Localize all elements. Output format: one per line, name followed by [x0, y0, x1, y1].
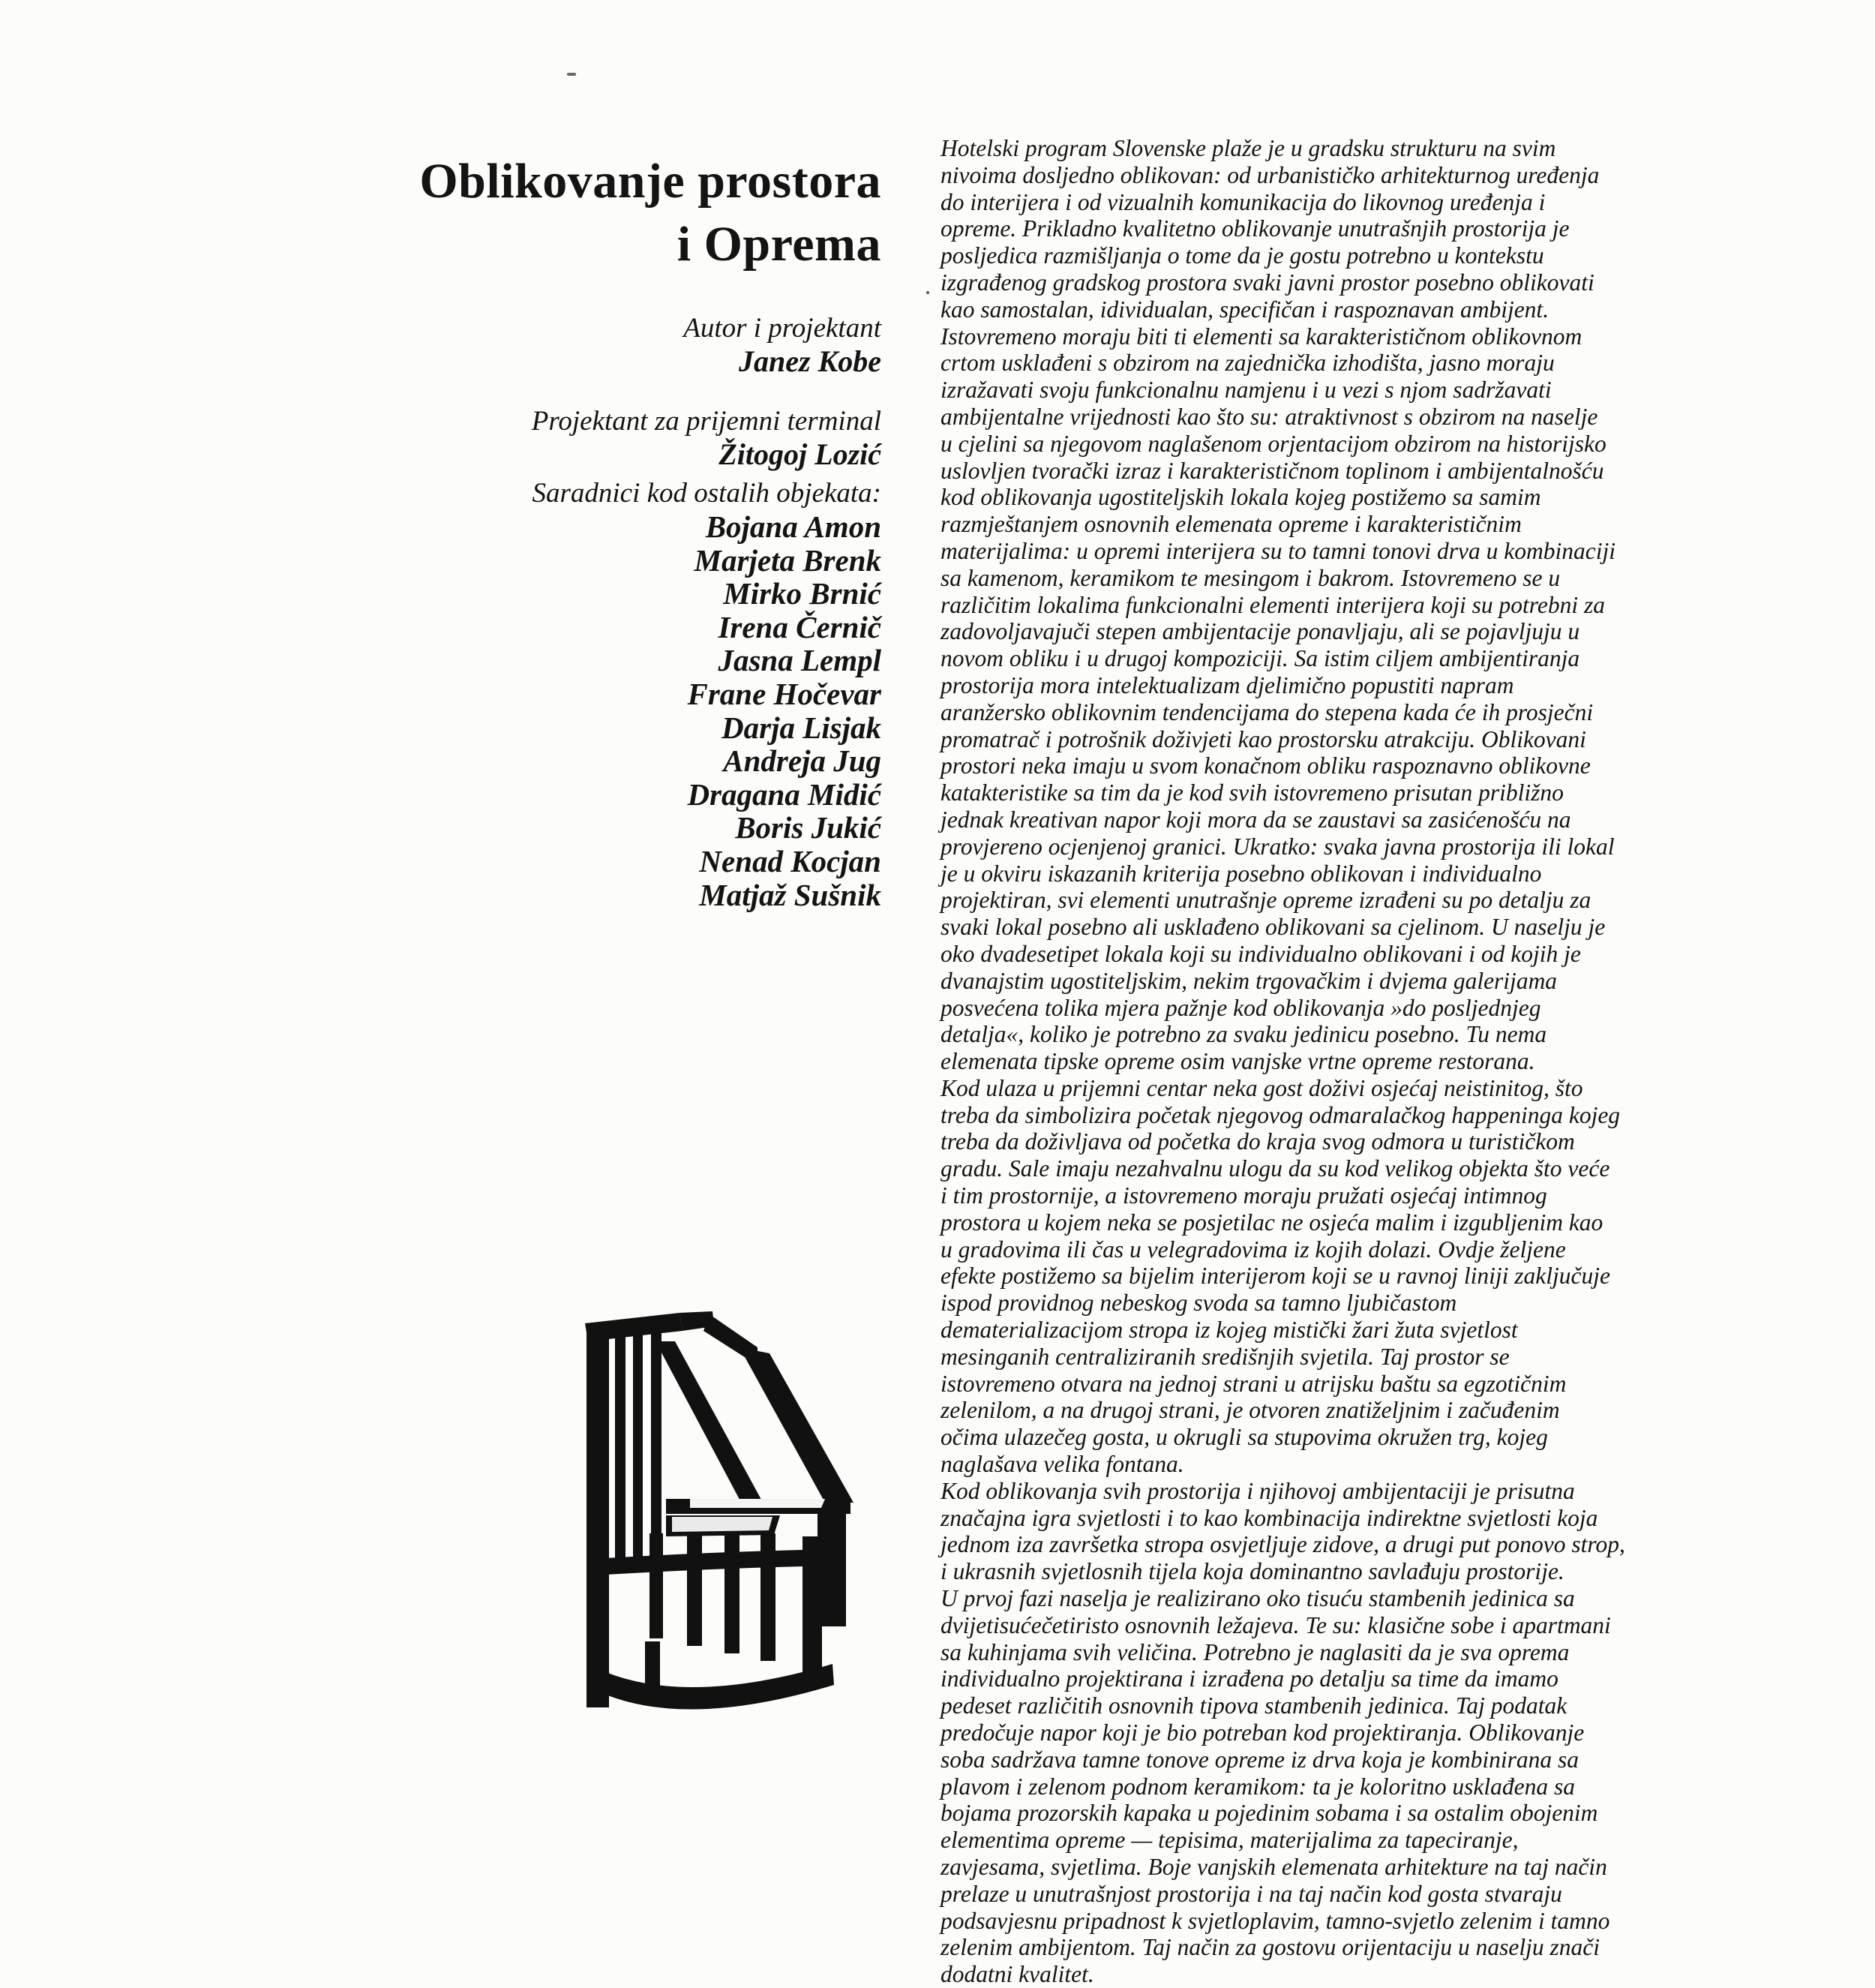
body-line: značajna igra svjetlosti i to kao kombinacija indirektne svjetlosti koja — [940, 1504, 1598, 1531]
body-line: zavjesama, svjetlima. Boje vanjskih elemenata arhitekture na taj način — [940, 1854, 1607, 1880]
body-line: dematerializacijom stropa iz kojeg mistički žari žuta svjetlost — [940, 1317, 1518, 1344]
collaborator-name: Boris Jukić — [735, 810, 881, 845]
body-line: posvećena tolika mjera pažnje kod oblikovanja »do posljednjeg — [940, 994, 1541, 1021]
body-line: elementima opreme — tepisima, materijalima za tapeciranje, — [940, 1827, 1519, 1854]
collaborators-role: Saradnici kod ostalih objekata: — [532, 478, 881, 509]
body-line: uslovljen tvorački izraz i karakterističnom toplinom i ambijentalnošću — [940, 457, 1604, 484]
collaborators-credit — [315, 477, 881, 911]
body-line: svaki lokal posebno ali usklađeno oblikovani sa cjelinom. U naselju je — [940, 914, 1606, 941]
body-line: dvanajstim ugostiteljskim, nekim trgovačkim i dvjema galerijama — [940, 967, 1558, 994]
body-line: detalja«, koliko je potrebno za svaku jedinicu posebno. Tu nema — [940, 1021, 1547, 1048]
body-line: opreme. Prikladno kvalitetno oblikovanje unutrašnjih prostorija je — [940, 215, 1570, 242]
body-line: pedeset različitih osnovnih tipova stambenih jedinica. Taj podatak — [940, 1692, 1568, 1719]
body-line: zelenilom, a na drugoj strani, je otvoren znatiželjnim i začuđenim — [940, 1397, 1560, 1424]
body-line: efekte postižemo sa bijelim interijerom koji se u ravnoj liniji zaključuje — [940, 1263, 1610, 1290]
terminal-name: Žitogoj Lozić — [718, 437, 881, 471]
terminal-role: Projektant za prijemni terminal — [531, 406, 881, 437]
body-line: naglašava velika fontana. — [940, 1451, 1184, 1478]
body-line: treba da doživljava od početka do kraja svog odmora u turističkom — [940, 1128, 1575, 1155]
body-line: individualno projektirana i izrađena po detalju sa time da imamo — [940, 1665, 1558, 1692]
body-line: podsavjesnu pripadnost k svjetloplavim, tamno-svjetlo zelenim i tamno — [940, 1907, 1610, 1934]
body-line: ispod providnog nebeskog svoda sa tamno ljubičastom — [940, 1290, 1457, 1317]
body-line: materijalima: u opremi interijera su to tamni tonovi drva u kombinaciji — [940, 537, 1616, 564]
print-speck — [567, 73, 576, 76]
body-line: jednom iza završetka stropa osvjetljuje zidove, a drugi put ponovo strop, — [940, 1531, 1625, 1558]
collaborator-name: Marjeta Brenk — [694, 542, 881, 578]
article-body — [940, 135, 1728, 1988]
body-line: gradu. Sale imaju nezahvalnu ulogu da su kod velikog objekta što veće — [940, 1155, 1610, 1182]
body-line: predočuje napor koji je bio potreban kod projektiranja. Oblikovanje — [940, 1719, 1585, 1746]
body-line: do interijera i od vizualnih komunikacija do likovnog uređenja i — [940, 188, 1546, 215]
chair-illustration — [578, 1311, 870, 1724]
body-line: jednak kreativan napor koji mora da se zaustavi sa zasićenošću na — [940, 806, 1571, 833]
author-role: Autor i projektant — [683, 313, 881, 344]
body-line: U prvoj fazi naselja je realizirano oko tisuću stambenih jedinica sa — [940, 1585, 1575, 1612]
collaborator-name: Dragana Midić — [687, 776, 881, 812]
collaborator-name: Mirko Brnić — [723, 576, 881, 611]
body-line: dodatni kvalitet. — [940, 1961, 1094, 1988]
title-line: i Oprema — [676, 217, 881, 272]
body-line: izražavati svoju funkcionalnu namjenu i u vezi s njom sadržavati — [940, 377, 1552, 404]
collaborators-list — [315, 510, 881, 911]
author-credit — [315, 312, 881, 378]
body-line: aranžersko oblikovnim tendencijama do stepena kada će ih prosječni — [940, 698, 1594, 725]
body-line: nivoima dosljedno oblikovan: od urbanističko arhitekturnog uređenja — [940, 161, 1600, 188]
body-line: provjereno ocjenjenoj granici. Ukratko: svaka javna prostorija ili lokal — [940, 833, 1615, 860]
body-line: Kod ulaza u prijemni centar neka gost doživi osjećaj neistinitog, što — [940, 1074, 1583, 1101]
body-line: oko dvadesetipet lokala koji su individualno oblikovani i od kojih je — [940, 940, 1581, 967]
page-title — [315, 150, 881, 276]
body-line: projektiran, svi elementi unutrašnje opreme izrađeni su po detalju za — [940, 887, 1592, 914]
body-line: u cjelini sa njegovom naglašenom orjentacijom obzirom na historijsko — [940, 430, 1606, 457]
body-line: kod oblikovanja ugostiteljskih lokala kojeg postižemo sa samim — [940, 484, 1541, 511]
body-line: Istovremeno moraju biti ti elementi sa karakterističnom oblikovnom — [940, 323, 1582, 350]
body-line: kao samostalan, idividualan, specifičan i raspoznavan ambijent. — [940, 296, 1550, 323]
body-line: mesinganih centraliziranih središnjih svjetila. Taj prostor se — [940, 1343, 1510, 1370]
body-line: promatrač i potrošnik doživjeti kao prostorsku atrakciju. Oblikovani — [940, 725, 1586, 752]
body-line: plavom i zelenom podnom keramikom: ta je koloritno usklađena sa — [940, 1773, 1575, 1800]
body-line: i ukrasnih svjetlosnih tijela koja dominantno savlađuju prostorije. — [940, 1558, 1564, 1585]
body-line: elemenata tipske opreme osim vanjske vrtne opreme restorana. — [940, 1048, 1535, 1075]
body-line: očima ulazečeg gosta, u okrugli sa stupovima okružen trg, kojeg — [940, 1424, 1548, 1451]
body-line: Kod oblikovanja svih prostorija i njihovoj ambijentaciji je prisutna — [940, 1477, 1575, 1504]
collaborator-name: Frane Hočevar — [687, 676, 881, 711]
body-line: različitim lokalima funkcionalni elementi interijera koji su potrebni za — [940, 591, 1605, 618]
chair-photo — [578, 1311, 870, 1724]
author-name: Janez Kobe — [739, 344, 881, 378]
body-line: ambijentalne vrijednosti kao što su: atraktivnost s obzirom na naselje — [940, 403, 1598, 430]
collaborator-name: Bojana Amon — [705, 509, 881, 544]
body-line: soba sadržava tamne tonove opreme iz drva koja je kombinirana sa — [940, 1746, 1579, 1773]
body-line: crtom usklađeni s obzirom na zajednička izhodišta, jasno moraju — [940, 350, 1555, 377]
body-line: sa kamenom, keramikom te mesingom i bakrom. Istovremeno se u — [940, 564, 1561, 591]
body-line: bojama prozorskih kapaka u pojedinim sobama i sa ostalim obojenim — [940, 1800, 1598, 1827]
body-line: prostorija mora intelektualizam djelimično popustiti napram — [940, 671, 1514, 698]
body-line: prostora u kojem neka se posjetilac ne osjeća malim i izgubljenim kao — [940, 1209, 1604, 1236]
body-line: izgrađenog gradskog prostora svaki javni prostor posebno oblikovati — [940, 269, 1594, 296]
collaborator-name: Darja Lisjak — [722, 710, 881, 745]
print-speck — [926, 291, 929, 294]
terminal-credit — [315, 405, 881, 471]
body-line: prelaze u unutrašnjost prostorija i na taj način kod gosta stvaraju — [940, 1880, 1562, 1907]
collaborator-name: Matjaž Sušnik — [699, 877, 881, 912]
body-line: u gradovima ili čas u velegradovima iz kojih dolazi. Ovdje željene — [940, 1236, 1566, 1263]
body-line: zelenim ambijentom. Taj način za gostovu orijentaciju u naselju znači — [940, 1934, 1600, 1961]
body-line: razmještanjem osnovnih elemenata opreme i karakterističnim — [940, 511, 1522, 538]
collaborator-name: Nenad Kocjan — [699, 843, 881, 878]
body-line: i tim prostornije, a istovremeno moraju pružati osjećaj intimnog — [940, 1182, 1547, 1209]
body-line: sa kuhinjama svih veličina. Potrebno je naglasiti da je sva oprema — [940, 1638, 1570, 1665]
collaborator-name: Irena Černič — [718, 609, 881, 644]
title-line: Oblikovanje prostora — [419, 154, 881, 209]
collaborator-name: Jasna Lempl — [718, 643, 881, 678]
collaborator-name: Andreja Jug — [723, 743, 881, 779]
body-line: katakteristike sa tim da je kod svih istovremeno prisutan približno — [940, 779, 1564, 806]
body-line: zadovoljavajuči stepen ambijentacije ponavljaju, ali se pojavljuju u — [940, 618, 1580, 645]
body-line: prostori neka imaju u svom konačnom obliku raspoznavno oblikovne — [940, 752, 1591, 779]
body-line: je u okviru iskazanih kriterija posebno oblikovan i individualno — [940, 860, 1542, 887]
body-line: posljedica razmišljanja o tome da je gostu potrebno u kontekstu — [940, 242, 1544, 269]
body-line: dvijetisućečetiristo osnovnih ležajeva. Te su: klasične sobe i apartmani — [940, 1611, 1611, 1638]
body-line: Hotelski program Slovenske plaže je u gradsku strukturu na svim — [940, 135, 1556, 161]
body-line: treba da simbolizira početak njegovog odmaralačkog happeninga kojeg — [940, 1101, 1621, 1128]
body-line: novom obliku i u drugoj kompoziciji. Sa istim ciljem ambijentiranja — [940, 645, 1580, 672]
body-line: istovremeno otvara na jednoj strani u atrijsku baštu sa egzotičnim — [940, 1370, 1567, 1397]
